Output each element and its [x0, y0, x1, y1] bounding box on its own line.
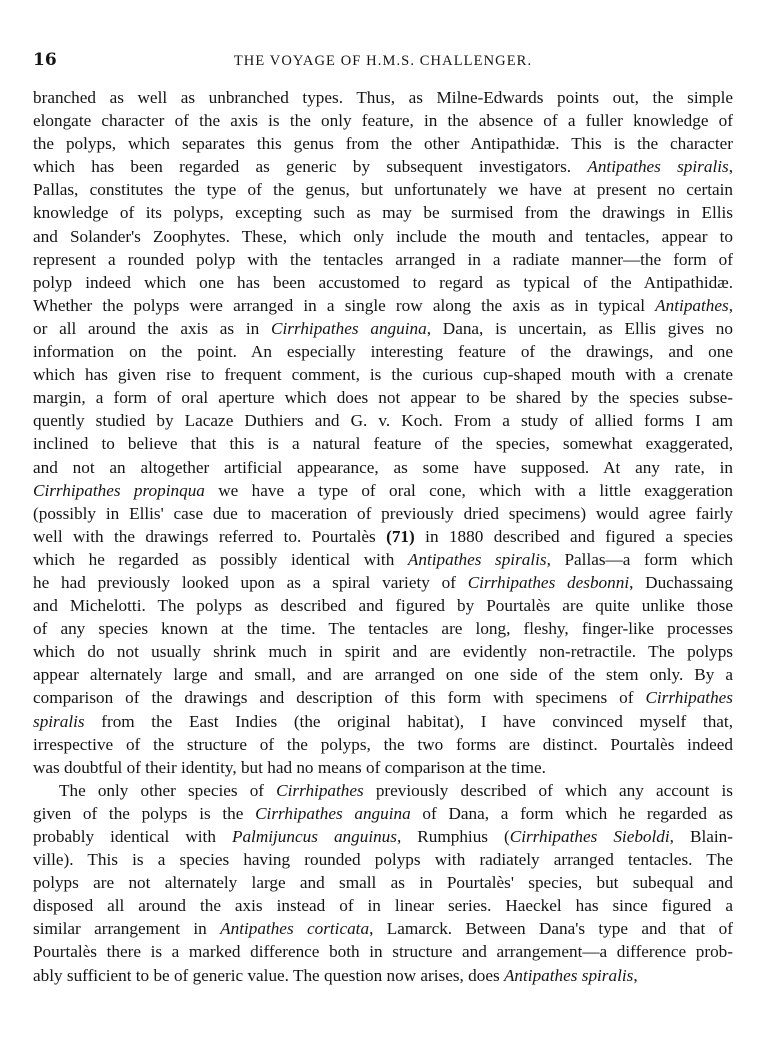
- text-run: ably sufficient to be of generic value. The question now arises, does: [33, 965, 504, 985]
- text-run: , Blain-: [669, 827, 733, 846]
- text-run: and Solander's Zoophytes. These, which only include the mouth and tentacles, appear to: [33, 226, 733, 246]
- text-line: [33, 178, 733, 201]
- italic-taxon: Antipathes spiralis: [407, 549, 547, 569]
- text-run: well with the drawings referred to. Pourtalès: [33, 526, 387, 546]
- running-title: THE VOYAGE OF H.M.S. CHALLENGER.: [233, 53, 533, 69]
- text-run: appear alternately large and small, and are arranged on one side of the stem only. By a: [33, 665, 733, 685]
- text-run: he had previously looked upon as a spiral variety of: [33, 572, 468, 592]
- italic-taxon: Cirrhipathes: [276, 780, 364, 800]
- text-run: , Pallas—a form which: [546, 549, 733, 569]
- text-run: The only other species of: [59, 780, 277, 800]
- text-run: the polyps, which separates this genus from the other Antipathidæ. This is the character: [33, 134, 733, 154]
- text-run: , Dana, is uncertain, as Ellis gives no: [426, 318, 733, 338]
- text-run: represent a rounded polyp with the tentacles arranged in a radiate manner—the form of: [33, 249, 733, 269]
- italic-taxon: Cirrhipathes: [645, 688, 733, 708]
- text-run: from the East Indies (the original habitat), I have convinced myself that,: [84, 711, 733, 731]
- text-run: irrespective of the structure of the polyps, the two forms are distinct. Pourtalès indeed: [33, 734, 733, 754]
- text-run: similar arrangement in: [33, 919, 221, 939]
- text-line: [33, 617, 733, 640]
- text-line: [33, 825, 733, 848]
- italic-taxon: Antipathes spiralis: [587, 157, 729, 177]
- paragraph: [33, 779, 733, 987]
- text-line: [33, 340, 733, 363]
- text-line: [33, 502, 733, 525]
- text-line: [33, 225, 733, 248]
- text-line: [33, 802, 733, 825]
- italic-taxon: Palmijuncus anguinus: [231, 827, 397, 846]
- italic-taxon: Cirrhipathes desbonni: [467, 572, 630, 592]
- text-run: which has given rise to frequent comment, is the curious cup-shaped mouth with a crenate: [33, 365, 733, 385]
- italic-taxon: Antipathes spiralis: [503, 965, 634, 985]
- text-line: [33, 710, 733, 733]
- text-run: (possibly in Ellis' case due to maceration of previously dried specimens) would agree fairly: [33, 503, 733, 523]
- body-text: [33, 86, 733, 987]
- text-line: [33, 686, 733, 709]
- text-run: comparison of the drawings and description of this form with specimens of: [33, 688, 646, 708]
- text-run: in 1880 described and figured a species: [414, 526, 733, 546]
- text-line: [33, 409, 733, 432]
- text-run: and not an altogether artificial appearance, as some have supposed. At any rate, in: [33, 457, 733, 477]
- italic-taxon: Cirrhipathes Sieboldi: [509, 827, 670, 846]
- paragraph: [33, 86, 733, 779]
- text-line: [33, 917, 733, 940]
- text-run: probably identical with: [33, 827, 232, 846]
- text-run: branched as well as unbranched types. Thus, as Milne-Edwards points out, the simple: [33, 88, 733, 107]
- text-line: [33, 525, 733, 548]
- text-line: [33, 663, 733, 686]
- reference-number: (71): [386, 526, 415, 546]
- text-run: was doubtful of their identity, but had no means of comparison at the time.: [33, 757, 546, 777]
- text-run: polyp indeed which one has been accustomed to regard as typical of the Antipathidæ.: [33, 272, 733, 292]
- text-line: [33, 571, 733, 594]
- text-run: which do not usually shrink much in spirit and are evidently non-retractile. The polyps: [33, 642, 733, 662]
- text-run: and Michelotti. The polyps as described and figured by Pourtalès are quite unlike those: [33, 596, 733, 616]
- text-line: [33, 456, 733, 479]
- page-number: 16: [33, 50, 57, 70]
- text-run: we have a type of oral cone, which with a little exaggeration: [204, 480, 734, 500]
- text-line: [33, 294, 733, 317]
- text-run: , Duchassaing: [629, 572, 733, 592]
- text-line: [33, 271, 733, 294]
- text-run: or all around the axis as in: [33, 318, 272, 338]
- text-line: [33, 640, 733, 663]
- text-line: [33, 964, 733, 987]
- text-run: margin, a form of oral aperture which does not appear to be shared by the species subse-: [33, 388, 733, 408]
- text-line: [33, 848, 733, 871]
- text-run: knowledge of its polyps, excepting such as may be surmised from the drawings in Ellis: [33, 203, 733, 223]
- text-run: , Rumphius (: [396, 827, 510, 846]
- text-run: ,: [633, 965, 638, 985]
- italic-taxon: Cirrhipathes anguina: [255, 803, 411, 823]
- italic-taxon: Cirrhipathes propinqua: [33, 480, 205, 500]
- text-run: elongate character of the axis is the only feature, in the absence of a fuller knowledge of: [33, 111, 733, 131]
- text-run: of any species known at the time. The tentacles are long, fleshy, finger-like processes: [33, 619, 733, 639]
- text-line: [33, 871, 733, 894]
- text-run: , Lamarck. Between Dana's type and that of: [369, 919, 733, 939]
- text-line: [33, 894, 733, 917]
- text-run: ,: [728, 157, 733, 177]
- text-line: [33, 201, 733, 224]
- text-line: [33, 86, 733, 109]
- text-line: [33, 779, 733, 802]
- text-line: [33, 109, 733, 132]
- text-run: Pallas, constitutes the type of the genus, but unfortunately we have at present no certain: [33, 180, 733, 200]
- text-line: [33, 363, 733, 386]
- text-run: inclined to believe that this is a natural feature of the species, somewhat exaggerated,: [33, 434, 733, 454]
- text-run: quently studied by Lacaze Duthiers and G. v. Koch. From a study of allied forms I am: [33, 411, 733, 431]
- text-run: which he regarded as possibly identical with: [33, 549, 408, 569]
- text-line: [33, 594, 733, 617]
- text-run: information on the point. An especially interesting feature of the drawings, and one: [33, 342, 733, 362]
- text-line: [33, 386, 733, 409]
- text-line: [33, 317, 733, 340]
- text-line: [33, 733, 733, 756]
- text-run: previously described of which any account is: [363, 780, 733, 800]
- italic-taxon: Antipathes: [655, 295, 729, 315]
- italic-taxon: spiralis: [33, 711, 85, 731]
- text-line: [33, 432, 733, 455]
- text-run: disposed all around the axis instead of in linear series. Haeckel has since figured a: [33, 896, 733, 916]
- text-line: [33, 940, 733, 963]
- text-run: which has been regarded as generic by subsequent investigators.: [33, 157, 588, 177]
- text-run: polyps are not alternately large and small as in Pourtalès' species, but subequal and: [33, 873, 733, 893]
- text-line: [33, 248, 733, 271]
- text-line: [33, 479, 733, 502]
- text-run: Pourtalès there is a marked difference both in structure and arrangement—a difference prob-: [33, 942, 733, 962]
- text-run: given of the polyps is the: [33, 803, 256, 823]
- text-run: ,: [728, 295, 733, 315]
- text-run: ville). This is a species having rounded polyps with radiately arranged tentacles. The: [33, 850, 733, 870]
- italic-taxon: Cirrhipathes anguina: [271, 318, 427, 338]
- italic-taxon: Antipathes corticata: [220, 919, 370, 939]
- text-line: [33, 548, 733, 571]
- text-line: [33, 756, 733, 779]
- page-header: [33, 50, 733, 74]
- text-line: [33, 155, 733, 178]
- text-run: Whether the polyps were arranged in a single row along the axis as in typical: [33, 295, 656, 315]
- text-line: [33, 132, 733, 155]
- text-run: of Dana, a form which he regarded as: [410, 803, 733, 823]
